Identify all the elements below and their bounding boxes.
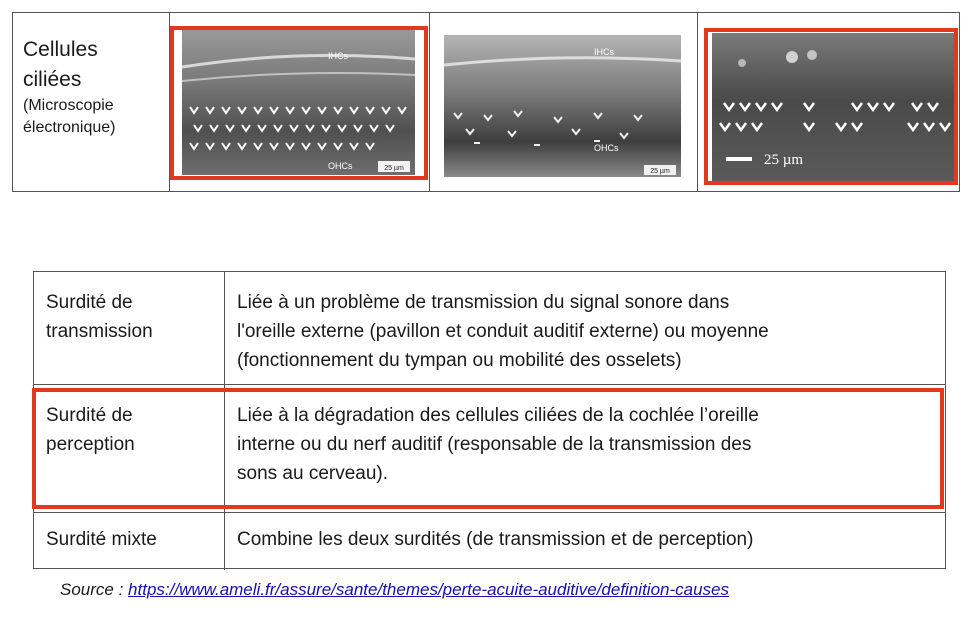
source-link[interactable]: https://www.ameli.fr/assure/sante/themes/perte-acuite-auditive/definition-causes <box>128 580 729 599</box>
hair-cells-subtitle-line1: (Microscopie <box>23 97 114 114</box>
hair-cells-title-line1: Cellules <box>23 38 98 61</box>
definition-line: Combine les deux surdités (de transmission et de perception) <box>237 529 754 550</box>
term-line: Surdité de <box>46 405 133 426</box>
micrograph-1-ohc-label: OHCs <box>328 161 353 171</box>
micrograph-damaged-image <box>444 35 681 177</box>
micrograph-2-ihc-label: IHCs <box>594 47 614 57</box>
definition-line: sons au cerveau). <box>237 463 389 484</box>
term-line: Surdité de <box>46 292 133 313</box>
hair-cells-title-line2: ciliées <box>23 68 82 91</box>
micrograph-3-scale-label: 25 µm <box>764 152 804 168</box>
definition-line: (fonctionnement du tympan ou mobilité des osselets) <box>237 350 682 371</box>
definition-cell <box>225 272 945 384</box>
term-line: transmission <box>46 321 153 342</box>
definition-line: l'oreille externe (pavillon et conduit auditif externe) ou moyenne <box>237 321 769 342</box>
micrograph-2-ohc-label: OHCs <box>594 143 619 153</box>
hair-cells-label-cell <box>13 13 170 191</box>
source-prefix: Source : <box>60 580 129 599</box>
table-row-mixed <box>34 513 945 570</box>
micrograph-cell-closeup <box>698 13 961 191</box>
term-cell <box>34 272 225 384</box>
perception-row-highlight <box>32 388 944 509</box>
micrograph-cell-healthy <box>170 13 430 191</box>
table-row-transmission <box>34 272 945 385</box>
micrograph-3-highlight <box>704 28 958 185</box>
micrograph-1-scale-label: 25 µm <box>384 165 404 172</box>
definition-line: interne ou du nerf auditif (responsable de la transmission des <box>237 434 752 455</box>
source-line <box>60 580 729 600</box>
term-line: Surdité mixte <box>46 529 157 550</box>
micrograph-cell-damaged <box>430 13 698 191</box>
term-line: perception <box>46 434 135 455</box>
hair-cells-subtitle-line2: électronique) <box>23 119 116 136</box>
micrograph-2-scale-label: 25 µm <box>650 168 670 175</box>
term-cell <box>34 513 225 570</box>
definition-line: Liée à un problème de transmission du signal sonore dans <box>237 292 730 313</box>
definition-line: Liée à la dégradation des cellules ciliées de la cochlée l’oreille <box>237 405 759 426</box>
micrograph-1-highlight <box>170 26 428 180</box>
micrograph-1-ihc-label: IHCs <box>328 51 348 61</box>
hair-cells-table <box>12 12 960 192</box>
definition-cell <box>225 513 945 570</box>
